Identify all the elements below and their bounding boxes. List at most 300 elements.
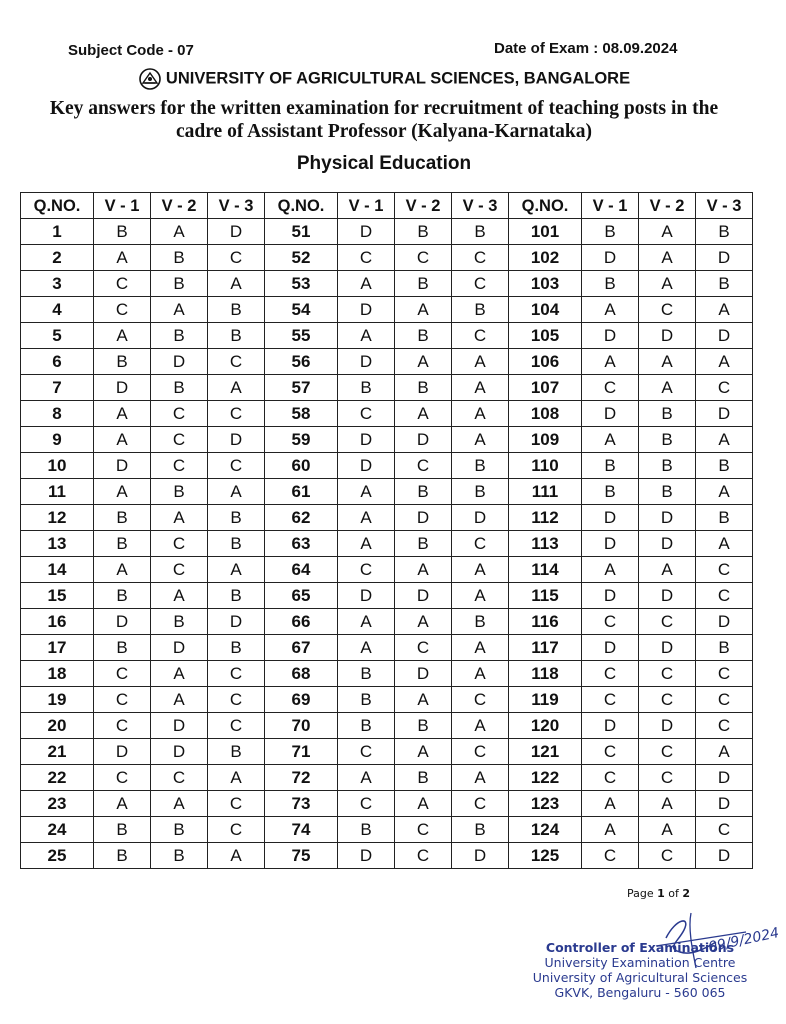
answer-cell: C <box>208 453 265 479</box>
answer-cell: A <box>395 297 452 323</box>
column-header-version: V - 2 <box>151 193 208 219</box>
subject-title: Physical Education <box>296 153 472 174</box>
question-number-cell: 74 <box>265 817 338 843</box>
answer-cell: B <box>696 219 753 245</box>
table-row <box>21 531 753 557</box>
question-number-cell: 118 <box>509 661 582 687</box>
answer-cell: A <box>151 687 208 713</box>
table-row <box>21 765 753 791</box>
question-number-cell: 61 <box>265 479 338 505</box>
answer-cell: A <box>338 531 395 557</box>
answer-cell: B <box>94 817 151 843</box>
answer-cell: D <box>151 739 208 765</box>
question-number-cell: 116 <box>509 609 582 635</box>
question-number-cell: 111 <box>509 479 582 505</box>
answer-cell: B <box>94 349 151 375</box>
answer-cell: B <box>338 375 395 401</box>
answer-cell: B <box>208 297 265 323</box>
university-heading <box>0 68 768 90</box>
answer-cell: D <box>338 427 395 453</box>
question-number-cell: 53 <box>265 271 338 297</box>
answer-cell: B <box>94 531 151 557</box>
answer-cell: D <box>208 219 265 245</box>
answer-cell: C <box>452 245 509 271</box>
answer-cell: C <box>582 739 639 765</box>
answer-cell: A <box>151 219 208 245</box>
answer-cell: A <box>452 557 509 583</box>
answer-cell: A <box>94 245 151 271</box>
question-number-cell: 72 <box>265 765 338 791</box>
answer-cell: C <box>696 661 753 687</box>
question-number-cell: 67 <box>265 635 338 661</box>
answer-cell: B <box>208 323 265 349</box>
answer-cell: D <box>94 739 151 765</box>
university-logo-icon <box>138 68 162 90</box>
answer-cell: C <box>208 687 265 713</box>
answer-cell: B <box>696 271 753 297</box>
table-row <box>21 687 753 713</box>
answer-cell: A <box>208 375 265 401</box>
answer-cell: D <box>582 401 639 427</box>
answer-cell: D <box>151 349 208 375</box>
stamp-line-4: GKVK, Bengaluru - 560 065 <box>554 985 726 1000</box>
answer-cell: A <box>151 583 208 609</box>
page-mid: of <box>664 887 683 900</box>
question-number-cell: 16 <box>21 609 94 635</box>
answer-cell: B <box>151 843 208 869</box>
answer-cell: A <box>696 531 753 557</box>
table-row <box>21 271 753 297</box>
answer-cell: D <box>582 583 639 609</box>
column-header-qno: Q.NO. <box>265 193 338 219</box>
table-row <box>21 297 753 323</box>
question-number-cell: 58 <box>265 401 338 427</box>
answer-cell: C <box>582 687 639 713</box>
answer-cell: D <box>639 323 696 349</box>
answer-cell: C <box>696 687 753 713</box>
answer-cell: B <box>452 817 509 843</box>
answer-cell: D <box>582 635 639 661</box>
answer-cell: D <box>696 609 753 635</box>
answer-cell: D <box>338 583 395 609</box>
answer-cell: B <box>395 219 452 245</box>
table-row <box>21 817 753 843</box>
table-row <box>21 713 753 739</box>
question-number-cell: 12 <box>21 505 94 531</box>
answer-cell: D <box>582 713 639 739</box>
answer-cell: A <box>94 401 151 427</box>
answer-cell: B <box>151 609 208 635</box>
question-number-cell: 105 <box>509 323 582 349</box>
question-number-cell: 7 <box>21 375 94 401</box>
answer-cell: B <box>94 635 151 661</box>
question-number-cell: 20 <box>21 713 94 739</box>
table-header-row <box>21 193 753 219</box>
answer-cell: C <box>151 765 208 791</box>
answer-cell: D <box>582 531 639 557</box>
answer-cell: B <box>639 453 696 479</box>
answer-cell: C <box>151 427 208 453</box>
column-header-version: V - 2 <box>395 193 452 219</box>
answer-cell: C <box>452 739 509 765</box>
answer-cell: B <box>452 609 509 635</box>
answer-cell: B <box>395 713 452 739</box>
answer-cell: A <box>338 609 395 635</box>
answer-cell: A <box>639 271 696 297</box>
column-header-version: V - 1 <box>94 193 151 219</box>
column-header-qno: Q.NO. <box>21 193 94 219</box>
answer-cell: B <box>582 219 639 245</box>
answer-cell: C <box>338 401 395 427</box>
answer-cell: A <box>395 739 452 765</box>
question-number-cell: 124 <box>509 817 582 843</box>
answer-cell: A <box>582 297 639 323</box>
question-number-cell: 69 <box>265 687 338 713</box>
answer-cell: A <box>395 349 452 375</box>
answer-cell: C <box>582 609 639 635</box>
answer-cell: A <box>395 557 452 583</box>
answer-cell: C <box>582 765 639 791</box>
exam-date: Date of Exam : 08.09.2024 <box>494 40 678 57</box>
answer-cell: D <box>338 843 395 869</box>
column-header-qno: Q.NO. <box>509 193 582 219</box>
answer-cell: C <box>395 245 452 271</box>
answer-cell: A <box>582 427 639 453</box>
answer-cell: C <box>639 297 696 323</box>
answer-cell: C <box>639 661 696 687</box>
question-number-cell: 56 <box>265 349 338 375</box>
answer-cell: C <box>94 765 151 791</box>
column-header-version: V - 2 <box>639 193 696 219</box>
question-number-cell: 17 <box>21 635 94 661</box>
answer-cell: A <box>452 765 509 791</box>
answer-cell: A <box>696 297 753 323</box>
answer-cell: D <box>395 583 452 609</box>
answer-cell: D <box>395 427 452 453</box>
answer-cell: C <box>338 245 395 271</box>
answer-cell: D <box>94 453 151 479</box>
answer-cell: A <box>151 505 208 531</box>
answer-cell: A <box>94 427 151 453</box>
table-row <box>21 791 753 817</box>
answer-cell: D <box>639 505 696 531</box>
answer-cell: A <box>94 791 151 817</box>
answer-cell: A <box>582 791 639 817</box>
answer-cell: C <box>696 375 753 401</box>
answer-cell: A <box>452 713 509 739</box>
answer-cell: A <box>582 349 639 375</box>
answer-cell: B <box>151 479 208 505</box>
question-number-cell: 4 <box>21 297 94 323</box>
question-number-cell: 101 <box>509 219 582 245</box>
answer-cell: B <box>395 765 452 791</box>
answer-cell: C <box>338 791 395 817</box>
answer-cell: B <box>639 401 696 427</box>
answer-cell: B <box>151 271 208 297</box>
answer-cell: B <box>94 843 151 869</box>
answer-cell: A <box>696 427 753 453</box>
answer-cell: B <box>151 323 208 349</box>
answer-cell: D <box>452 505 509 531</box>
answer-cell: D <box>696 245 753 271</box>
answer-cell: C <box>452 323 509 349</box>
question-number-cell: 15 <box>21 583 94 609</box>
question-number-cell: 21 <box>21 739 94 765</box>
answer-cell: D <box>696 401 753 427</box>
answer-key-table <box>20 192 753 869</box>
question-number-cell: 52 <box>265 245 338 271</box>
question-number-cell: 23 <box>21 791 94 817</box>
answer-cell: D <box>639 583 696 609</box>
answer-cell: A <box>639 349 696 375</box>
answer-cell: B <box>696 635 753 661</box>
answer-cell: A <box>94 323 151 349</box>
table-row <box>21 505 753 531</box>
answer-cell: B <box>151 375 208 401</box>
answer-cell: D <box>338 297 395 323</box>
question-number-cell: 11 <box>21 479 94 505</box>
question-number-cell: 64 <box>265 557 338 583</box>
question-number-cell: 108 <box>509 401 582 427</box>
answer-cell: A <box>338 271 395 297</box>
question-number-cell: 8 <box>21 401 94 427</box>
column-header-version: V - 3 <box>452 193 509 219</box>
answer-cell: A <box>582 817 639 843</box>
answer-cell: D <box>338 453 395 479</box>
question-number-cell: 65 <box>265 583 338 609</box>
question-number-cell: 73 <box>265 791 338 817</box>
answer-cell: C <box>639 765 696 791</box>
answer-cell: C <box>395 843 452 869</box>
question-number-cell: 10 <box>21 453 94 479</box>
answer-cell: C <box>639 843 696 869</box>
answer-cell: B <box>208 739 265 765</box>
question-number-cell: 102 <box>509 245 582 271</box>
answer-cell: A <box>582 557 639 583</box>
answer-cell: C <box>395 817 452 843</box>
answer-cell: A <box>452 583 509 609</box>
answer-cell: B <box>452 453 509 479</box>
answer-cell: B <box>452 219 509 245</box>
answer-cell: B <box>639 479 696 505</box>
answer-cell: D <box>338 219 395 245</box>
question-number-cell: 59 <box>265 427 338 453</box>
answer-cell: D <box>208 609 265 635</box>
answer-cell: D <box>208 427 265 453</box>
answer-cell: A <box>639 817 696 843</box>
table-row <box>21 323 753 349</box>
signature-date: 09/9/2024 <box>706 925 781 956</box>
answer-cell: D <box>151 713 208 739</box>
answer-cell: B <box>208 531 265 557</box>
answer-cell: D <box>696 765 753 791</box>
table-row <box>21 219 753 245</box>
answer-cell: C <box>208 401 265 427</box>
answer-cell: A <box>208 843 265 869</box>
answer-cell: B <box>94 583 151 609</box>
answer-cell: A <box>338 479 395 505</box>
answer-cell: D <box>582 323 639 349</box>
answer-cell: B <box>94 219 151 245</box>
question-number-cell: 60 <box>265 453 338 479</box>
subtitle-line-2: cadre of Assistant Professor (Kalyana-Karnataka) <box>176 121 592 142</box>
answer-cell: A <box>452 349 509 375</box>
question-number-cell: 54 <box>265 297 338 323</box>
question-number-cell: 125 <box>509 843 582 869</box>
question-number-cell: 110 <box>509 453 582 479</box>
answer-cell: D <box>151 635 208 661</box>
answer-cell: A <box>151 791 208 817</box>
answer-cell: B <box>338 817 395 843</box>
answer-cell: B <box>582 453 639 479</box>
answer-cell: A <box>94 557 151 583</box>
answer-cell: C <box>452 687 509 713</box>
answer-cell: C <box>208 349 265 375</box>
page-total: 2 <box>682 887 691 900</box>
table-row <box>21 427 753 453</box>
answer-cell: C <box>696 817 753 843</box>
answer-cell: B <box>208 583 265 609</box>
answer-cell: A <box>338 505 395 531</box>
answer-cell: D <box>696 843 753 869</box>
question-number-cell: 63 <box>265 531 338 557</box>
question-number-cell: 1 <box>21 219 94 245</box>
answer-cell: A <box>94 479 151 505</box>
question-number-cell: 106 <box>509 349 582 375</box>
table-row <box>21 349 753 375</box>
answer-cell: C <box>582 661 639 687</box>
column-header-version: V - 3 <box>208 193 265 219</box>
answer-cell: A <box>338 323 395 349</box>
answer-cell: D <box>452 843 509 869</box>
question-number-cell: 120 <box>509 713 582 739</box>
answer-cell: A <box>696 349 753 375</box>
answer-cell: C <box>94 661 151 687</box>
table-row <box>21 375 753 401</box>
answer-cell: A <box>338 635 395 661</box>
page-number <box>627 887 690 900</box>
answer-cell: D <box>639 531 696 557</box>
table-row <box>21 479 753 505</box>
answer-cell: C <box>94 297 151 323</box>
answer-cell: A <box>452 635 509 661</box>
answer-cell: A <box>639 245 696 271</box>
answer-cell: A <box>208 557 265 583</box>
column-header-version: V - 1 <box>582 193 639 219</box>
answer-cell: B <box>582 479 639 505</box>
table-row <box>21 635 753 661</box>
answer-cell: B <box>639 427 696 453</box>
answer-cell: A <box>452 375 509 401</box>
question-number-cell: 123 <box>509 791 582 817</box>
answer-cell: B <box>696 505 753 531</box>
answer-cell: C <box>582 843 639 869</box>
question-number-cell: 55 <box>265 323 338 349</box>
answer-cell: B <box>582 271 639 297</box>
answer-cell: D <box>395 661 452 687</box>
table-row <box>21 609 753 635</box>
page-prefix: Page <box>627 887 658 900</box>
answer-cell: C <box>395 635 452 661</box>
question-number-cell: 113 <box>509 531 582 557</box>
answer-cell: A <box>151 297 208 323</box>
question-number-cell: 68 <box>265 661 338 687</box>
question-number-cell: 119 <box>509 687 582 713</box>
answer-cell: C <box>452 271 509 297</box>
answer-cell: A <box>452 427 509 453</box>
answer-cell: D <box>94 609 151 635</box>
question-number-cell: 103 <box>509 271 582 297</box>
column-header-version: V - 1 <box>338 193 395 219</box>
question-number-cell: 115 <box>509 583 582 609</box>
answer-cell: C <box>696 583 753 609</box>
answer-cell: B <box>452 479 509 505</box>
answer-cell: C <box>639 739 696 765</box>
table-row <box>21 245 753 271</box>
answer-cell: C <box>452 791 509 817</box>
answer-cell: A <box>395 609 452 635</box>
table-body <box>21 219 753 869</box>
question-number-cell: 57 <box>265 375 338 401</box>
page-current: 1 <box>657 887 665 900</box>
question-number-cell: 107 <box>509 375 582 401</box>
answer-cell: B <box>395 479 452 505</box>
document-subtitle <box>20 97 748 143</box>
answer-cell: C <box>338 739 395 765</box>
answer-cell: B <box>151 245 208 271</box>
answer-cell: B <box>395 375 452 401</box>
table-row <box>21 739 753 765</box>
question-number-cell: 62 <box>265 505 338 531</box>
question-number-cell: 112 <box>509 505 582 531</box>
answer-cell: A <box>395 401 452 427</box>
answer-cell: C <box>208 245 265 271</box>
answer-cell: A <box>452 661 509 687</box>
answer-cell: D <box>696 791 753 817</box>
question-number-cell: 117 <box>509 635 582 661</box>
answer-cell: A <box>208 765 265 791</box>
controller-stamp <box>520 940 760 1000</box>
answer-cell: D <box>582 245 639 271</box>
question-number-cell: 2 <box>21 245 94 271</box>
question-number-cell: 122 <box>509 765 582 791</box>
question-number-cell: 71 <box>265 739 338 765</box>
question-number-cell: 14 <box>21 557 94 583</box>
table-row <box>21 583 753 609</box>
question-number-cell: 13 <box>21 531 94 557</box>
question-number-cell: 25 <box>21 843 94 869</box>
stamp-line-3: University of Agricultural Sciences <box>532 970 748 985</box>
answer-cell: B <box>94 505 151 531</box>
question-number-cell: 24 <box>21 817 94 843</box>
question-number-cell: 9 <box>21 427 94 453</box>
answer-cell: C <box>338 557 395 583</box>
answer-cell: A <box>151 661 208 687</box>
answer-cell: B <box>338 661 395 687</box>
answer-cell: C <box>696 713 753 739</box>
question-number-cell: 109 <box>509 427 582 453</box>
university-name: UNIVERSITY OF AGRICULTURAL SCIENCES, BANGALORE <box>165 69 631 88</box>
answer-cell: C <box>208 791 265 817</box>
answer-cell: C <box>452 531 509 557</box>
answer-cell: A <box>208 479 265 505</box>
answer-cell: D <box>338 349 395 375</box>
table-row <box>21 453 753 479</box>
answer-cell: D <box>696 323 753 349</box>
answer-cell: C <box>151 453 208 479</box>
question-number-cell: 6 <box>21 349 94 375</box>
answer-cell: C <box>208 661 265 687</box>
